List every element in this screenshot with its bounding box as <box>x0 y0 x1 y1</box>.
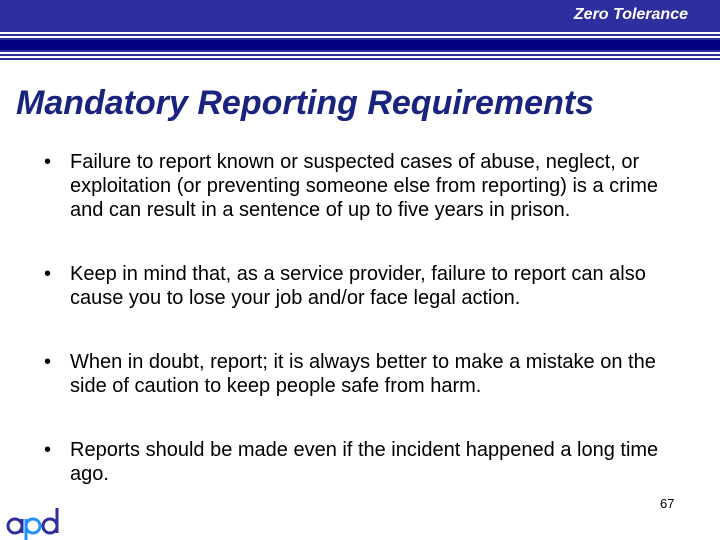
slide-header <box>0 0 720 62</box>
slide-title: Mandatory Reporting Requirements <box>16 84 595 122</box>
bullet-item: • Reports should be made even if the incident happened a long time ago. <box>44 438 684 486</box>
header-title: Zero Tolerance <box>573 6 688 23</box>
page-number: 67 <box>660 496 675 511</box>
apd-logo <box>4 502 62 540</box>
header-band <box>0 40 720 50</box>
bullet-item: • Failure to report known or suspected cases of abuse, neglect, or exploitation (or preventing someone else from reporting) is a crime and can result in a sentence of up to five years in prison. <box>44 150 684 222</box>
bullet-item: • When in doubt, report; it is always better to make a mistake on the side of caution to keep people safe from harm. <box>44 350 684 398</box>
bullet-list <box>44 150 684 526</box>
bullet-item: • Keep in mind that, as a service provider, failure to report can also cause you to lose your job and/or face legal action. <box>44 262 684 310</box>
